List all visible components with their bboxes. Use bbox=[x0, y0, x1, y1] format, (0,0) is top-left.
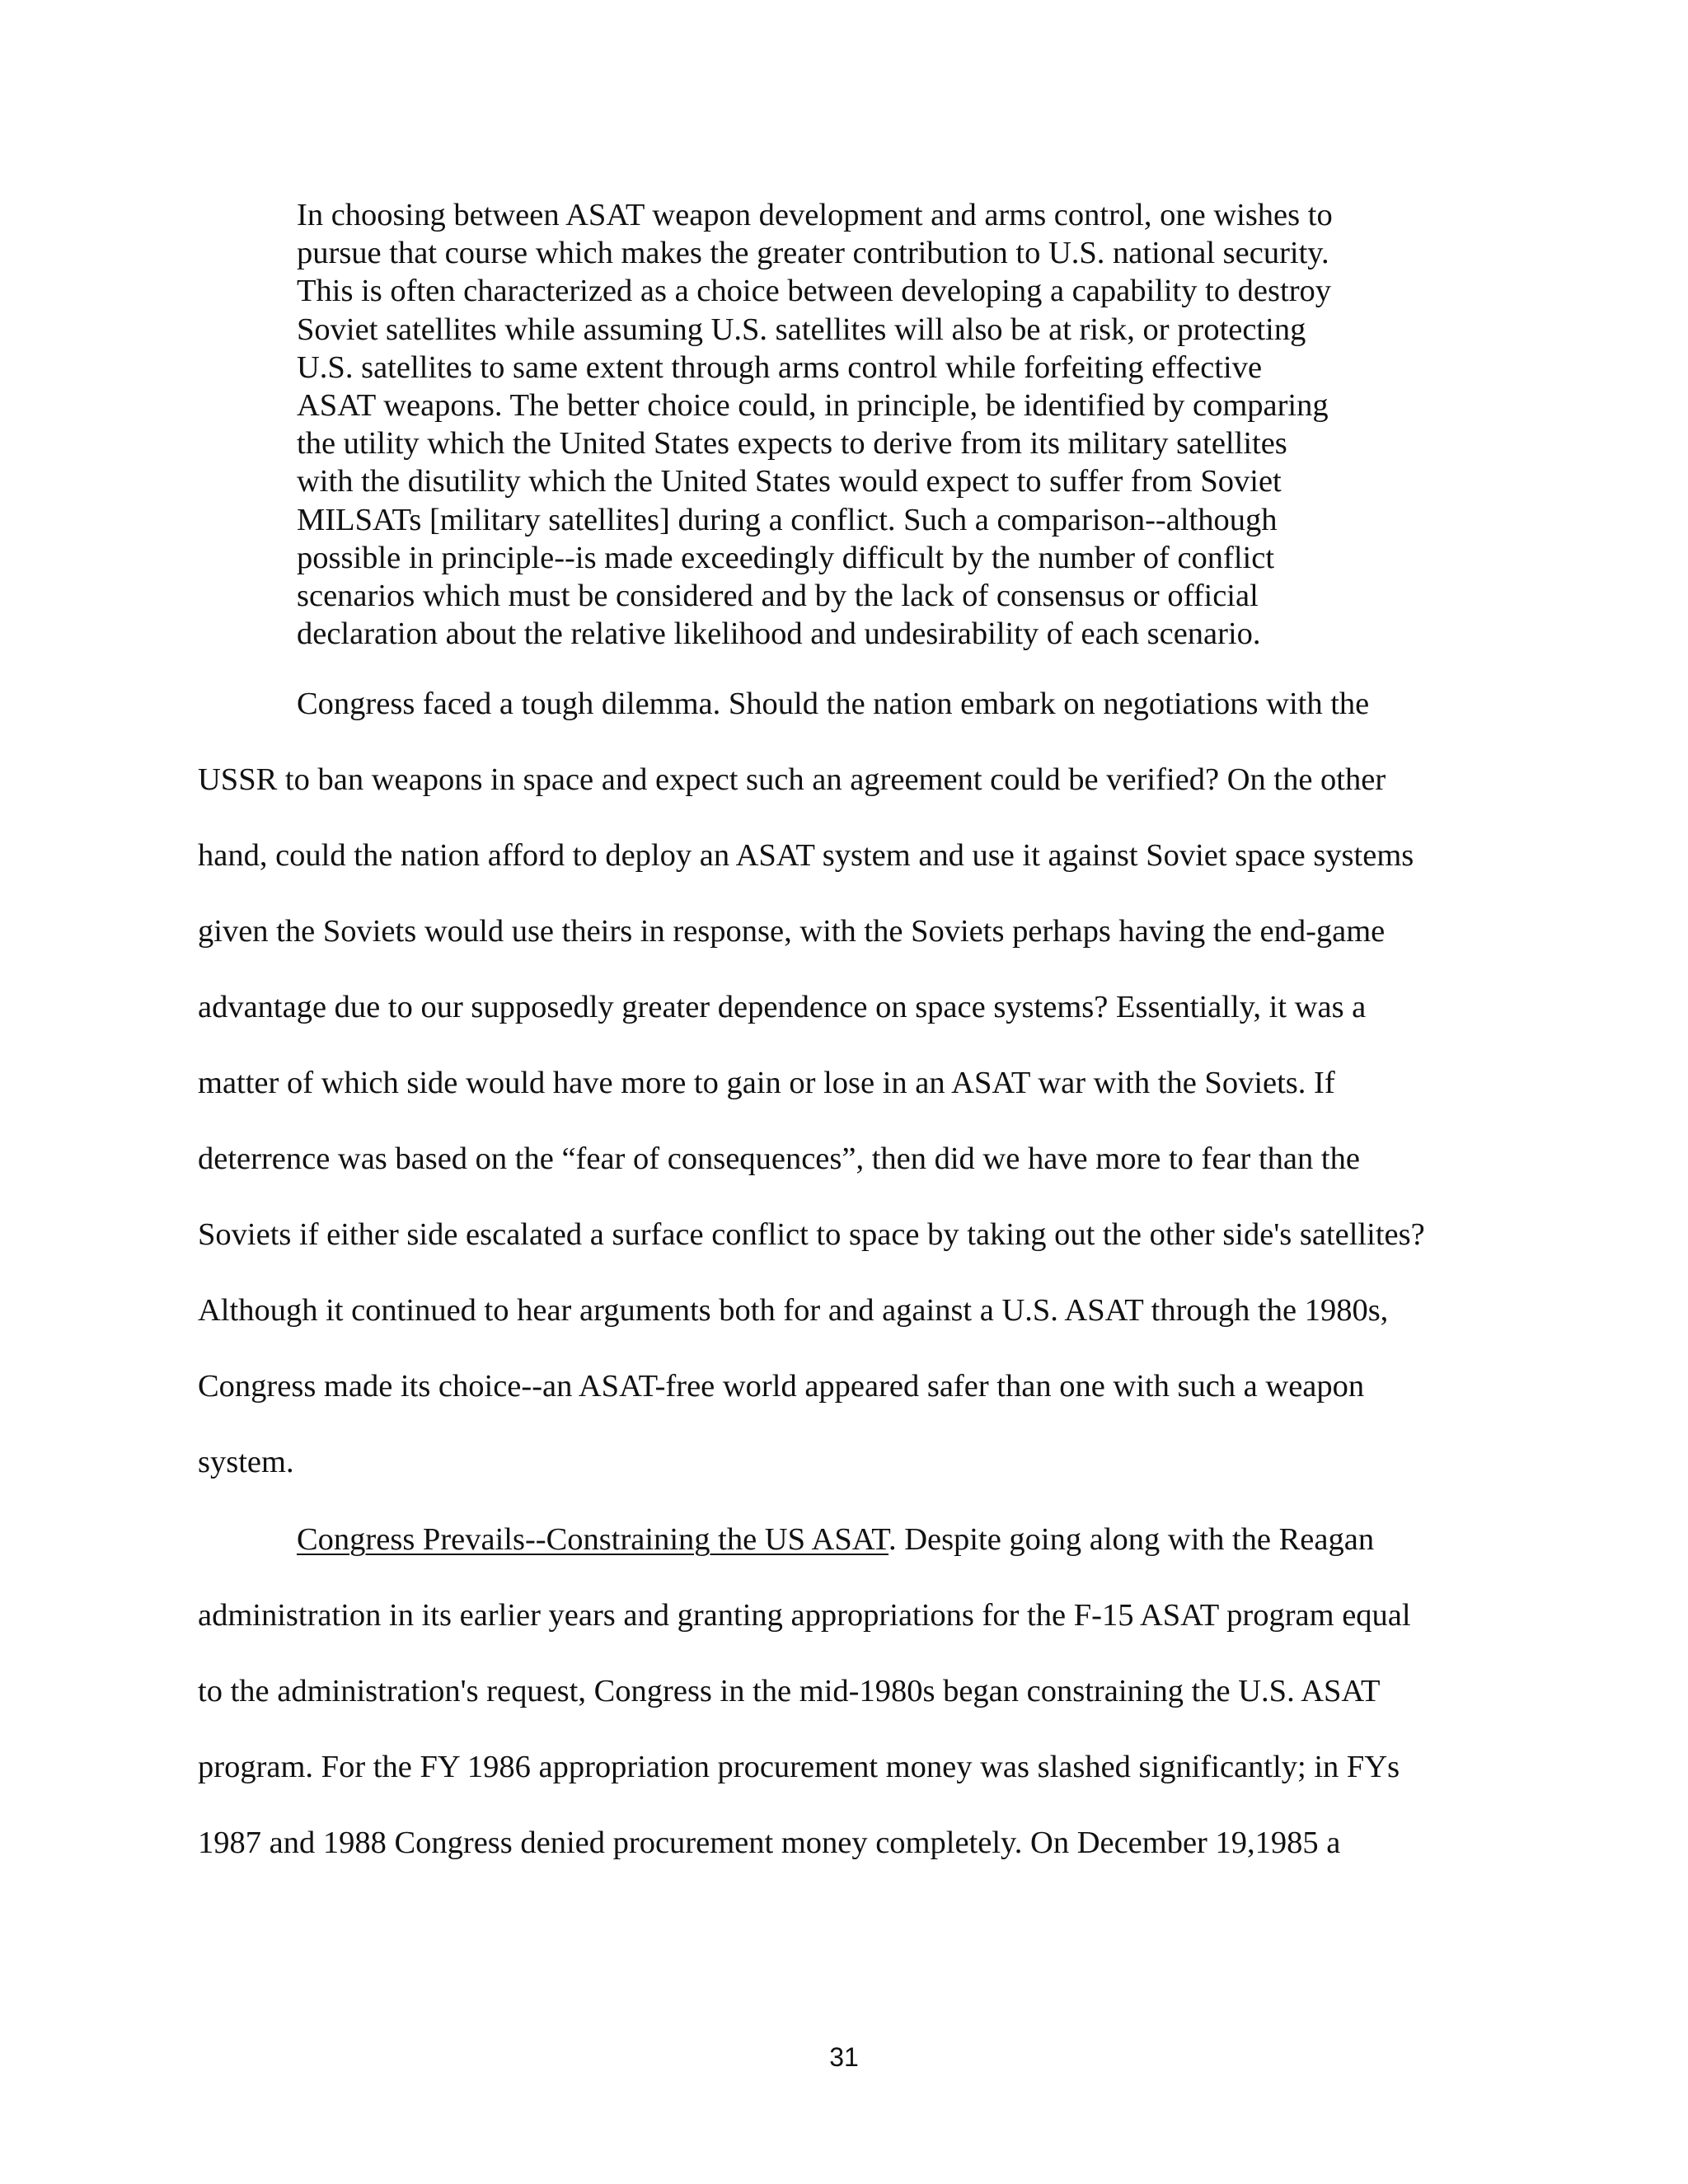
paragraph-line: Congress faced a tough dilemma. Should the nation embark on negotiations with the bbox=[297, 687, 1370, 721]
paragraph-line: Congress made its choice--an ASAT-free world appeared safer than one with such a weapon bbox=[198, 1369, 1365, 1404]
paragraph-line: Although it continued to hear arguments both for and against a U.S. ASAT through the 1980s, bbox=[198, 1293, 1389, 1328]
quote-line: the utility which the United States expects to derive from its military satellites bbox=[297, 426, 1287, 462]
paragraph-line: Soviets if either side escalated a surface conflict to space by taking out the other side's satellites? bbox=[198, 1217, 1425, 1252]
paragraph-first-line bbox=[198, 1502, 1533, 1577]
quote-line: declaration about the relative likelihood and undesirability of each scenario. bbox=[297, 616, 1261, 652]
quote-line: with the disutility which the United States would expect to suffer from Soviet bbox=[297, 464, 1282, 499]
quote-line: MILSATs [military satellites] during a conflict. Such a comparison--although bbox=[297, 502, 1278, 537]
heading-continuation: . Despite going along with the Reagan bbox=[888, 1522, 1375, 1557]
paragraph-dilemma bbox=[198, 666, 1533, 1500]
paragraph-congress-prevails bbox=[198, 1502, 1533, 1881]
paragraph-line: hand, could the nation afford to deploy an ASAT system and use it against Soviet space systems bbox=[198, 838, 1414, 873]
paragraph-line: administration in its earlier years and granting appropriations for the F-15 ASAT program equal bbox=[198, 1598, 1411, 1633]
quote-line: pursue that course which makes the greater contribution to U.S. national security. bbox=[297, 236, 1329, 271]
paragraph-line: system. bbox=[198, 1445, 294, 1479]
quote-line: possible in principle--is made exceedingly difficult by the number of conflict bbox=[297, 540, 1275, 575]
quote-line: This is often characterized as a choice between developing a capability to destroy bbox=[297, 274, 1332, 309]
quote-line: In choosing between ASAT weapon development and arms control, one wishes to bbox=[297, 198, 1333, 232]
quote-line: Soviet satellites while assuming U.S. satellites will also be at risk, or protecting bbox=[297, 312, 1306, 347]
quote-line: ASAT weapons. The better choice could, in principle, be identified by comparing bbox=[297, 388, 1329, 424]
paragraph-line: matter of which side would have more to gain or lose in an ASAT war with the Soviets. If bbox=[198, 1066, 1335, 1100]
paragraph-line: 1987 and 1988 Congress denied procurement money completely. On December 19,1985 a bbox=[198, 1825, 1341, 1860]
quote-line: scenarios which must be considered and by the lack of consensus or official bbox=[297, 579, 1259, 614]
quote-line: U.S. satellites to same extent through arms control while forfeiting effective bbox=[297, 349, 1263, 385]
paragraph-line: given the Soviets would use theirs in response, with the Soviets perhaps having the end-game bbox=[198, 914, 1386, 949]
paragraph-line: deterrence was based on the “fear of consequences”, then did we have more to fear than the bbox=[198, 1141, 1360, 1176]
block-quote bbox=[297, 196, 1418, 653]
paragraph-line: USSR to ban weapons in space and expect such an agreement could be verified? On the other bbox=[198, 762, 1386, 797]
page-number: 31 bbox=[829, 2042, 859, 2072]
paragraph-line: advantage due to our supposedly greater dependence on space systems? Essentially, it was a bbox=[198, 990, 1367, 1024]
paragraph-line: to the administration's request, Congress in the mid-1980s began constraining the U.S. ASAT bbox=[198, 1674, 1381, 1708]
section-heading: Congress Prevails--Constraining the US ASAT bbox=[297, 1522, 889, 1557]
paragraph-line: program. For the FY 1986 appropriation procurement money was slashed significantly; in FYs bbox=[198, 1750, 1400, 1784]
